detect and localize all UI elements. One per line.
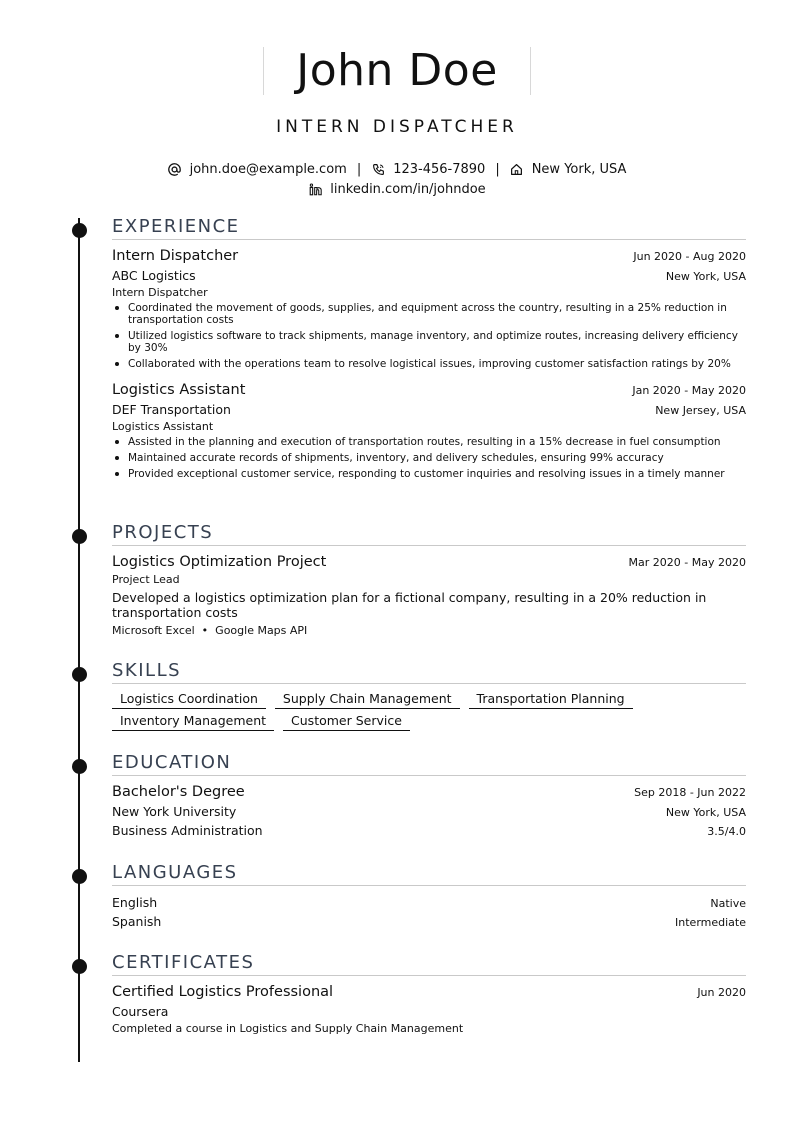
project-role: Project Lead	[112, 573, 180, 586]
experience-section	[112, 216, 746, 484]
skill-chip: Customer Service	[283, 713, 410, 731]
location-text: New York, USA	[531, 161, 627, 177]
certificate-name: Certified Logistics Professional	[112, 984, 334, 1000]
contact-info	[0, 160, 794, 198]
skills-list	[112, 691, 672, 731]
section-title: LANGUAGES	[112, 862, 746, 886]
job-company: DEF Transportation	[112, 402, 231, 417]
email-link[interactable]: john.doe@example.com	[189, 161, 347, 177]
job-dates: Jan 2020 - May 2020	[632, 384, 746, 397]
gpa: 3.5/4.0	[707, 825, 746, 838]
job-bullet: Coordinated the movement of goods, supplies, and equipment across the country, resulting in a 25% reduction in transportation costs	[112, 302, 746, 326]
section-title: SKILLS	[112, 660, 746, 684]
job-company: ABC Logistics	[112, 268, 196, 283]
section-title: EDUCATION	[112, 752, 746, 776]
education-location: New York, USA	[665, 806, 746, 819]
job-bullet: Collaborated with the operations team to resolve logistical issues, improving customer satisfaction ratings by 20%	[112, 358, 746, 370]
entry-subheader	[112, 400, 746, 419]
timeline-dot-projects	[72, 529, 87, 544]
degree: Bachelor's Degree	[112, 784, 245, 800]
timeline-line	[78, 218, 80, 1062]
job-location: New York, USA	[665, 270, 746, 283]
project-entry	[112, 553, 746, 639]
language-name: Spanish	[112, 914, 162, 929]
timeline-dot-experience	[72, 223, 87, 238]
project-description: Developed a logistics optimization plan for a fictional company, resulting in a 20% reduction in transportation costs	[112, 590, 707, 620]
skill-chip: Supply Chain Management	[275, 691, 460, 709]
job-location: New Jersey, USA	[655, 404, 746, 417]
contact-row-secondary	[0, 180, 794, 198]
timeline-dot-languages	[72, 869, 87, 884]
job-bullet: Provided exceptional customer service, responding to customer inquiries and resolving issues in a timely manner	[112, 468, 746, 480]
job-position: Intern Dispatcher	[112, 248, 239, 264]
education-section	[112, 752, 746, 840]
education-dates: Sep 2018 - Jun 2022	[634, 786, 746, 799]
entry-header	[112, 553, 746, 572]
timeline-dot-education	[72, 759, 87, 774]
language-level: Native	[710, 897, 746, 910]
entry-header	[112, 783, 746, 802]
certificate-entry	[112, 983, 746, 1037]
phone-number[interactable]: 123-456-7890	[393, 161, 486, 177]
job-bullet: Utilized logistics software to track shipments, manage inventory, and optimize routes, increasing delivery efficiency by 30%	[112, 330, 746, 354]
job-bullets	[112, 302, 746, 370]
languages-list	[112, 893, 746, 931]
project-tech: Microsoft Excel • Google Maps API	[112, 624, 308, 637]
phone-icon	[371, 162, 385, 176]
experience-entry	[112, 247, 746, 370]
section-title: PROJECTS	[112, 522, 746, 546]
language-name: English	[112, 895, 158, 910]
timeline-dot-skills	[72, 667, 87, 682]
education-entry	[112, 783, 746, 840]
job-role: Logistics Assistant	[112, 420, 214, 433]
at-icon	[168, 162, 182, 176]
job-bullet: Assisted in the planning and execution of transportation routes, resulting in a 15% decrease in fuel consumption	[112, 436, 746, 448]
name-frame	[263, 47, 531, 95]
field-of-study: Business Administration	[112, 823, 263, 838]
job-role: Intern Dispatcher	[112, 286, 208, 299]
skills-section	[112, 660, 746, 731]
certificates-section	[112, 952, 746, 1037]
language-row	[112, 893, 746, 912]
certificate-issuer: Coursera	[112, 1004, 169, 1019]
language-row	[112, 912, 746, 931]
project-dates: Mar 2020 - May 2020	[628, 556, 746, 569]
section-title: EXPERIENCE	[112, 216, 746, 240]
job-bullets	[112, 436, 746, 480]
candidate-role: INTERN DISPATCHER	[276, 117, 518, 137]
school: New York University	[112, 804, 237, 819]
skill-chip: Logistics Coordination	[112, 691, 266, 709]
section-title: CERTIFICATES	[112, 952, 746, 976]
job-dates: Jun 2020 - Aug 2020	[633, 250, 746, 263]
timeline-dot-certificates	[72, 959, 87, 974]
job-bullet: Maintained accurate records of shipments, inventory, and delivery schedules, ensuring 99% accuracy	[112, 452, 746, 464]
projects-section	[112, 522, 746, 639]
experience-entry	[112, 381, 746, 480]
entry-subheader	[112, 802, 746, 821]
job-position: Logistics Assistant	[112, 382, 246, 398]
project-name: Logistics Optimization Project	[112, 554, 327, 570]
entry-header	[112, 983, 746, 1002]
certificate-description: Completed a course in Logistics and Supply Chain Management	[112, 1022, 464, 1035]
contact-separator: |	[495, 161, 500, 177]
entry-header	[112, 247, 746, 266]
contact-separator: |	[356, 161, 362, 177]
home-icon	[510, 162, 524, 176]
language-level: Intermediate	[675, 916, 746, 929]
contact-row-primary	[0, 160, 794, 178]
entry-subheader	[112, 266, 746, 285]
certificate-date: Jun 2020	[697, 986, 746, 999]
skill-chip: Inventory Management	[112, 713, 274, 731]
skill-chip: Transportation Planning	[469, 691, 633, 709]
linkedin-icon	[308, 182, 322, 196]
languages-section	[112, 862, 746, 931]
entry-detail	[112, 821, 746, 840]
linkedin-link[interactable]: linkedin.com/in/johndoe	[330, 181, 486, 197]
entry-header	[112, 381, 746, 400]
candidate-name: John Doe	[296, 45, 498, 96]
